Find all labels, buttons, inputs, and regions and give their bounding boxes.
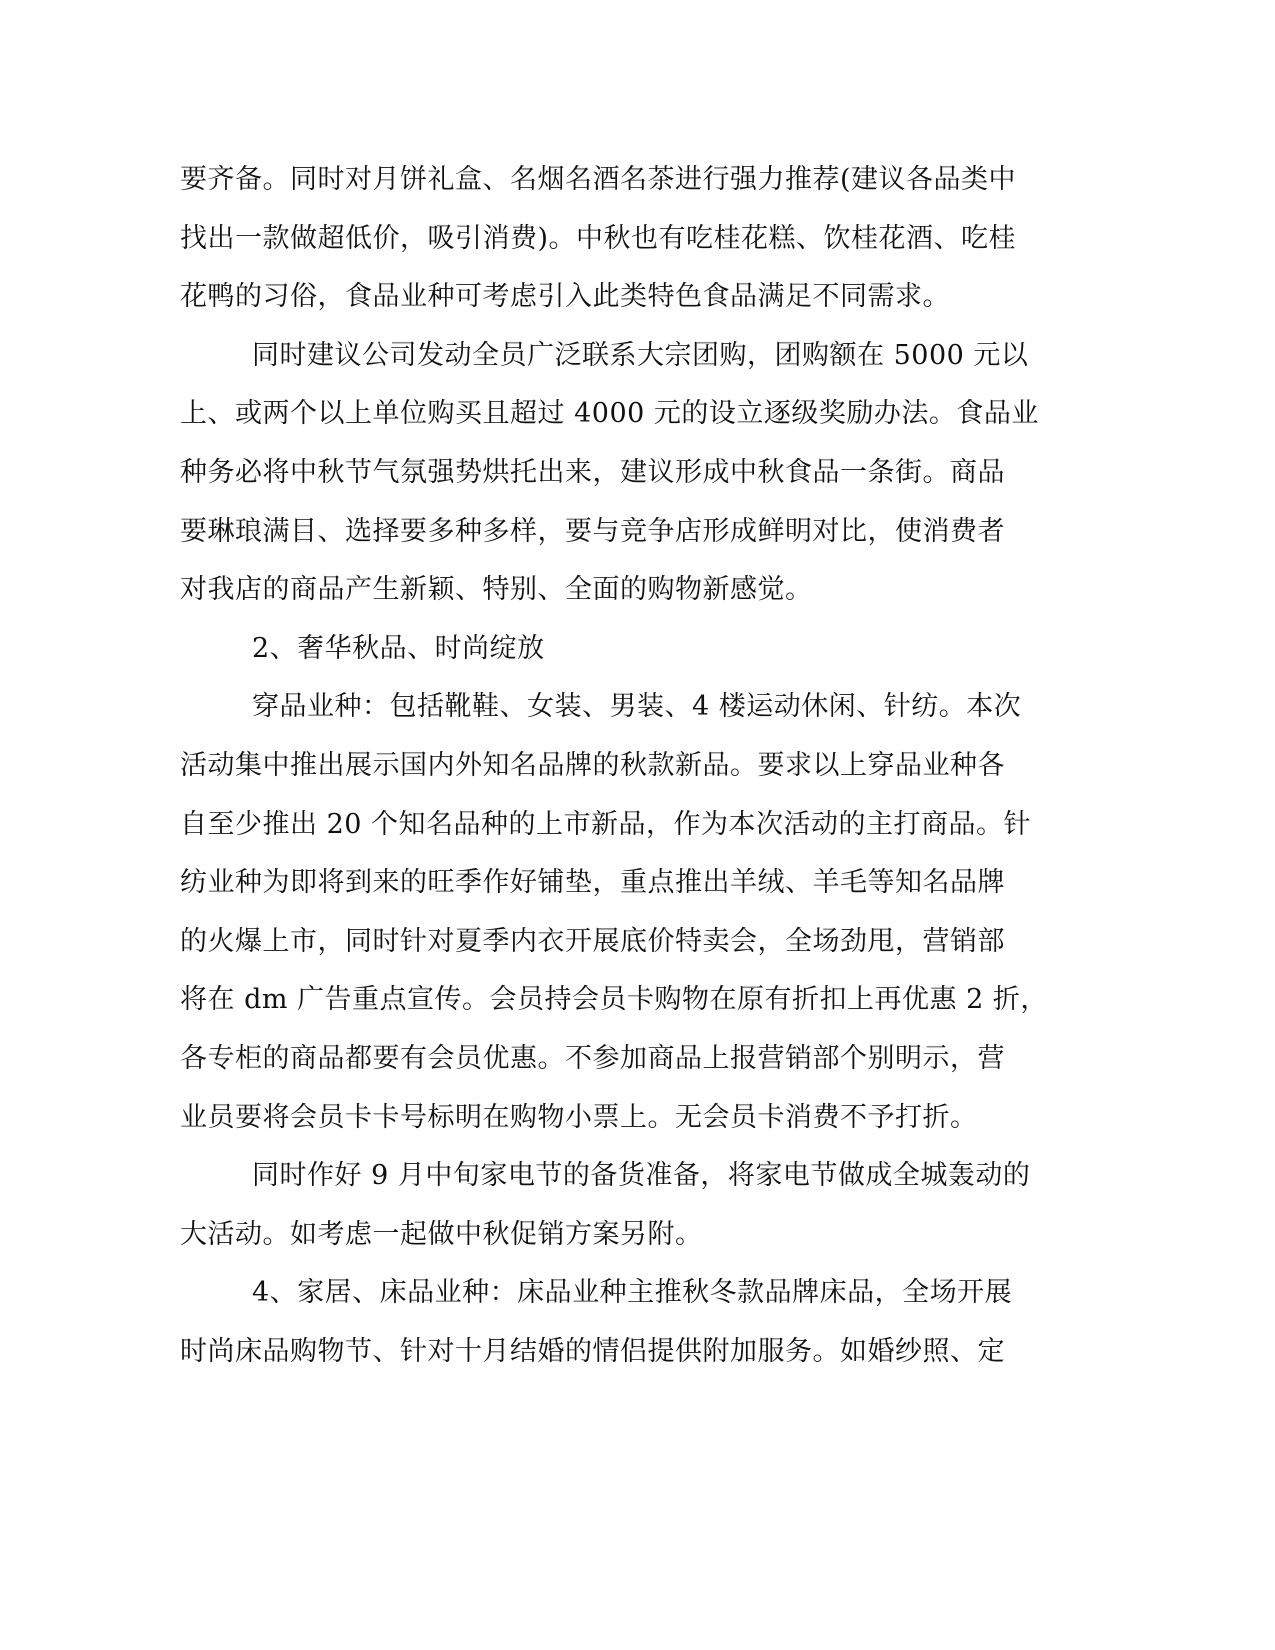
text-line: 同时建议公司发动全员广泛联系大宗团购，团购额在 5000 元以	[252, 339, 1029, 371]
paragraph-mooncake-recommendation	[180, 151, 1050, 327]
text-line: 自至少推出 20 个知名品种的上市新品，作为本次活动的主打商品。针	[180, 808, 1032, 840]
text-line: 穿品业种：包括靴鞋、女装、男装、4 楼运动休闲、针纺。本次	[252, 691, 1022, 723]
text-line: 上、或两个以上单位购买且超过 4000 元的设立逐级奖励办法。食品业	[180, 398, 1039, 430]
text-line: 要琳琅满目、选择要多种多样，要与竞争店形成鲜明对比，使消费者	[180, 515, 1005, 547]
text-line: 对我店的商品产生新颖、特别、全面的购物新感觉。	[180, 574, 813, 606]
paragraph-apparel	[180, 678, 1050, 1147]
section-heading-autumn	[180, 620, 1050, 679]
paragraph-appliance-festival	[180, 1147, 1050, 1264]
text-line: 各专柜的商品都要有会员优惠。不参加商品上报营销部个别明示，营	[180, 1042, 1005, 1074]
paragraph-home-bedding	[180, 1264, 1050, 1381]
text-line: 大活动。如考虑一起做中秋促销方案另附。	[180, 1218, 703, 1250]
text-line: 找出一款做超低价，吸引消费)。中秋也有吃桂花糕、饮桂花酒、吃桂	[180, 222, 1017, 254]
text-line: 将在 dm 广告重点宣传。会员持会员卡购物在原有折扣上再优惠 2 折，	[180, 984, 1048, 1016]
document-body	[180, 151, 1050, 1381]
text-line: 活动集中推出展示国内外知名品牌的秋款新品。要求以上穿品业种各	[180, 749, 1005, 781]
text-line: 纺业种为即将到来的旺季作好铺垫，重点推出羊绒、羊毛等知名品牌	[180, 867, 1005, 899]
text-line: 种务必将中秋节气氛强势烘托出来，建议形成中秋食品一条街。商品	[180, 456, 1005, 488]
text-line: 4、家居、床品业种：床品业种主推秋冬款品牌床品，全场开展	[252, 1277, 1013, 1309]
heading-line: 2、奢华秋品、时尚绽放	[252, 632, 545, 664]
text-line: 业员要将会员卡卡号标明在购物小票上。无会员卡消费不予打折。	[180, 1101, 978, 1133]
text-line: 花鸭的习俗，食品业种可考虑引入此类特色食品满足不同需求。	[180, 281, 950, 313]
paragraph-group-purchase	[180, 327, 1050, 620]
text-line: 时尚床品购物节、针对十月结婚的情侣提供附加服务。如婚纱照、定	[180, 1335, 1005, 1367]
text-line: 要齐备。同时对月饼礼盒、名烟名酒名茶进行强力推荐(建议各品类中	[180, 164, 1017, 195]
text-line: 的火爆上市，同时针对夏季内衣开展底价特卖会，全场劲甩，营销部	[180, 925, 1005, 957]
text-line: 同时作好 9 月中旬家电节的备货准备，将家电节做成全城轰动的	[252, 1160, 1031, 1192]
